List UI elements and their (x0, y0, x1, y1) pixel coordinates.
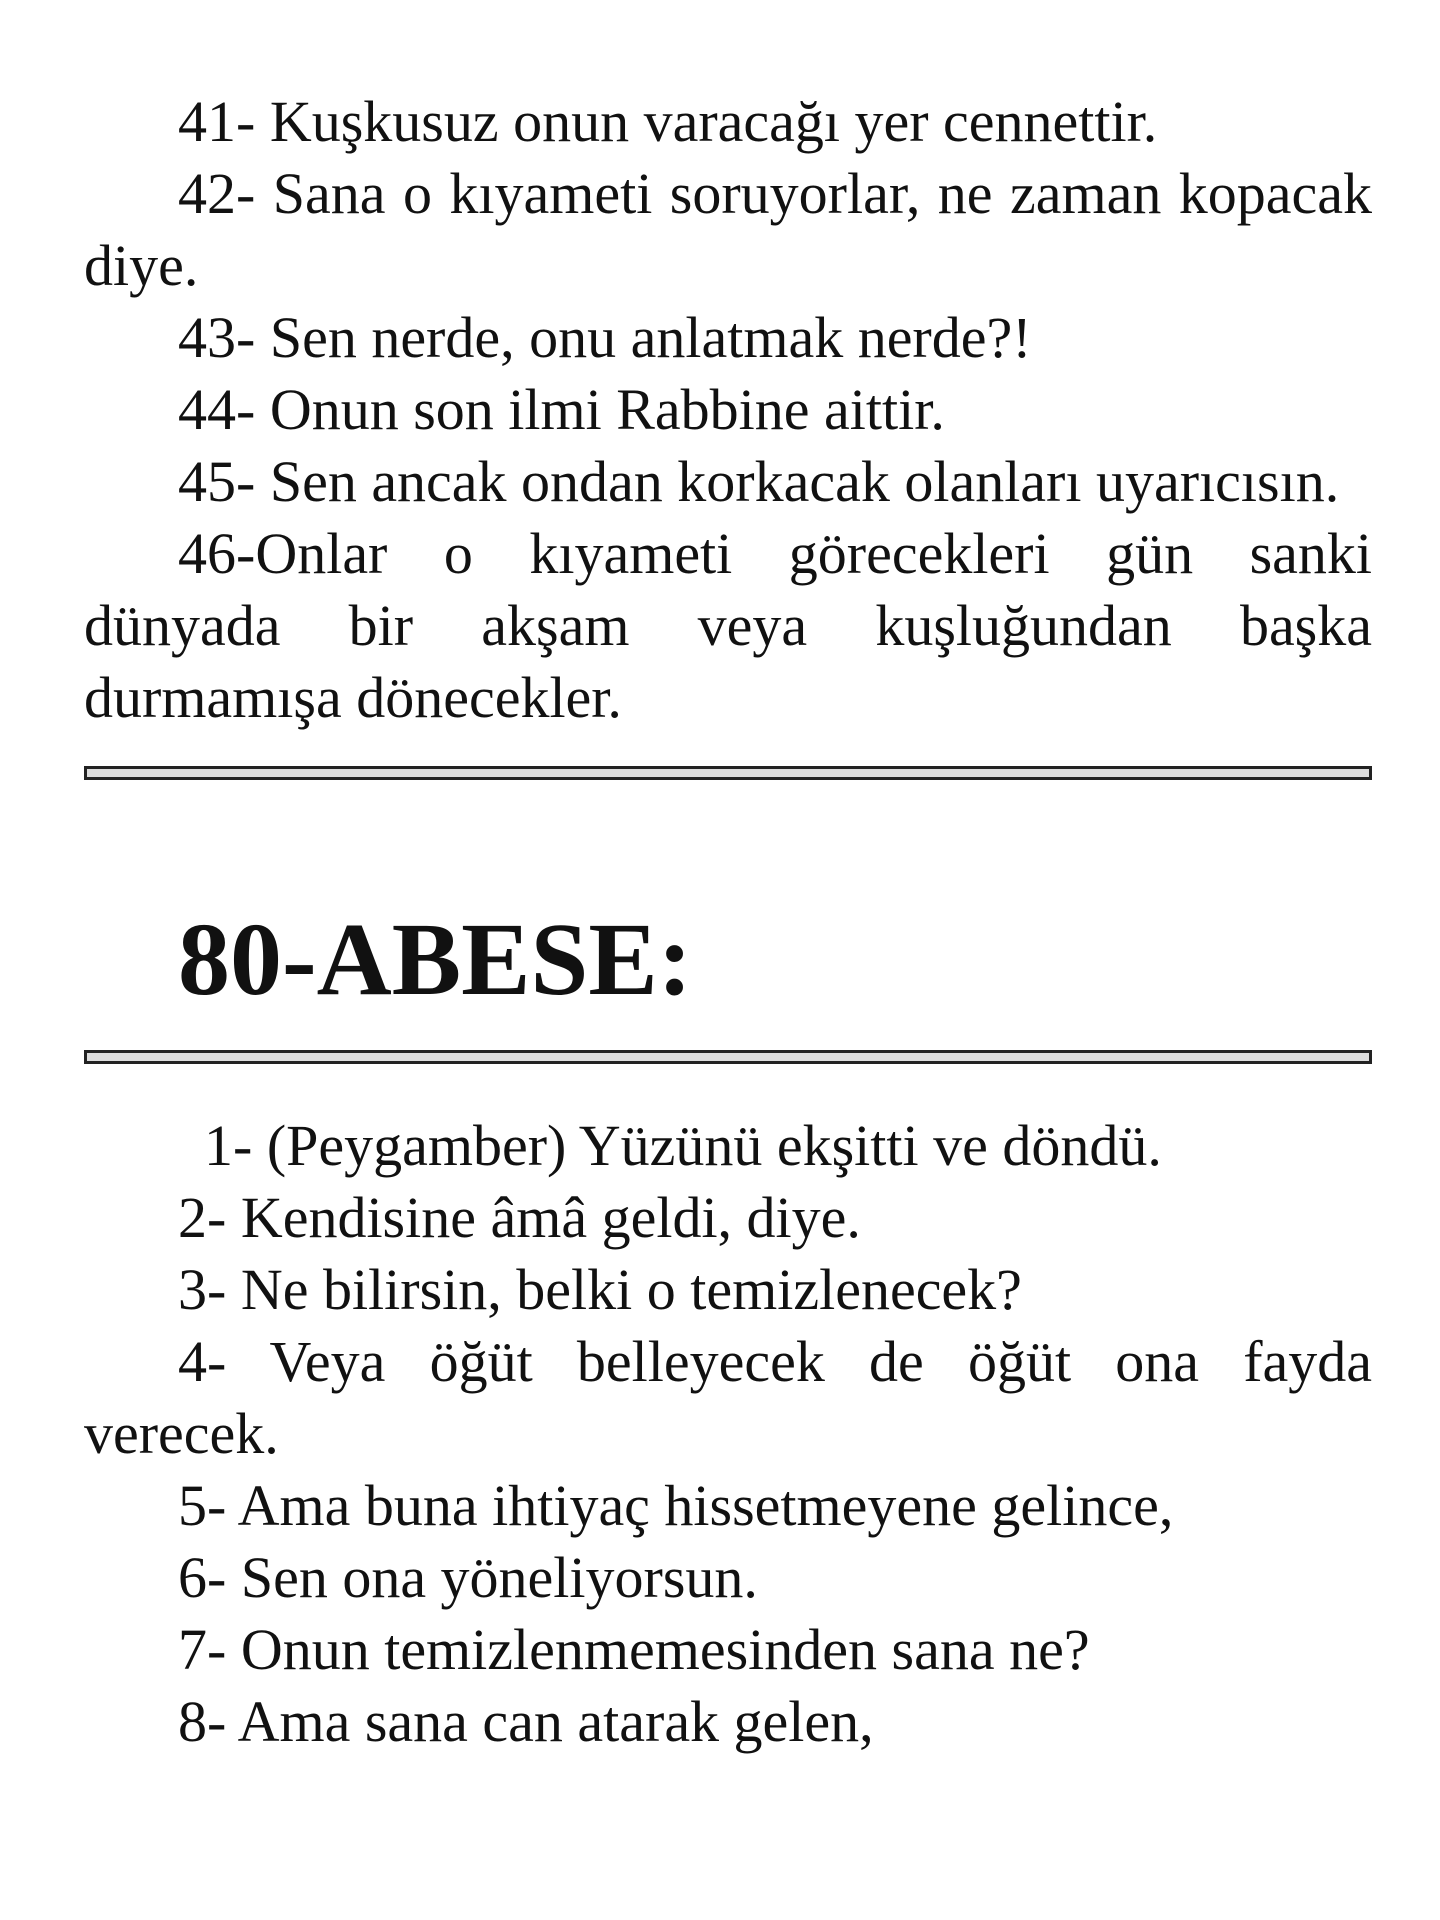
verse-4: 4- Veya öğüt belleyecek de öğüt ona fayda verecek. (84, 1329, 1372, 1466)
verse-45: 45- Sen ancak ondan korkacak olanları uyarıcısın. (178, 449, 1340, 514)
verse-43: 43- Sen nerde, onu anlatmak nerde?! (178, 305, 1032, 370)
verse-1: 1- (Peygamber) Yüzünü ekşitti ve döndü. (204, 1113, 1162, 1178)
verse-44: 44- Onun son ilmi Rabbine aittir. (178, 377, 945, 442)
previous-surah-verses (84, 0, 1372, 734)
divider-top (84, 766, 1372, 780)
verse-7: 7- Onun temizlenmemesinden sana ne? (178, 1617, 1090, 1682)
verse-2: 2- Kendisine âmâ geldi, diye. (178, 1185, 861, 1250)
divider-bottom (84, 1050, 1372, 1064)
verse-5: 5- Ama buna ihtiyaç hissetmeyene gelince, (178, 1473, 1174, 1538)
verse-46: 46-Onlar o kıyameti görecekleri gün sanki dünyada bir akşam veya kuşluğundan başka durmamışa dönecekler. (84, 521, 1372, 730)
verse-8: 8- Ama sana can atarak gelen, (178, 1689, 874, 1754)
verse-42: 42- Sana o kıyameti soruyorlar, ne zaman kopacak diye. (84, 161, 1372, 298)
surah-title: 80-ABESE: (178, 902, 693, 1017)
verse-6: 6- Sen ona yöneliyorsun. (178, 1545, 758, 1610)
verse-3: 3- Ne bilirsin, belki o temizlenecek? (178, 1257, 1022, 1322)
verse-41: 41- Kuşkusuz onun varacağı yer cennettir. (178, 89, 1158, 154)
surah-verses (84, 1064, 1372, 1758)
